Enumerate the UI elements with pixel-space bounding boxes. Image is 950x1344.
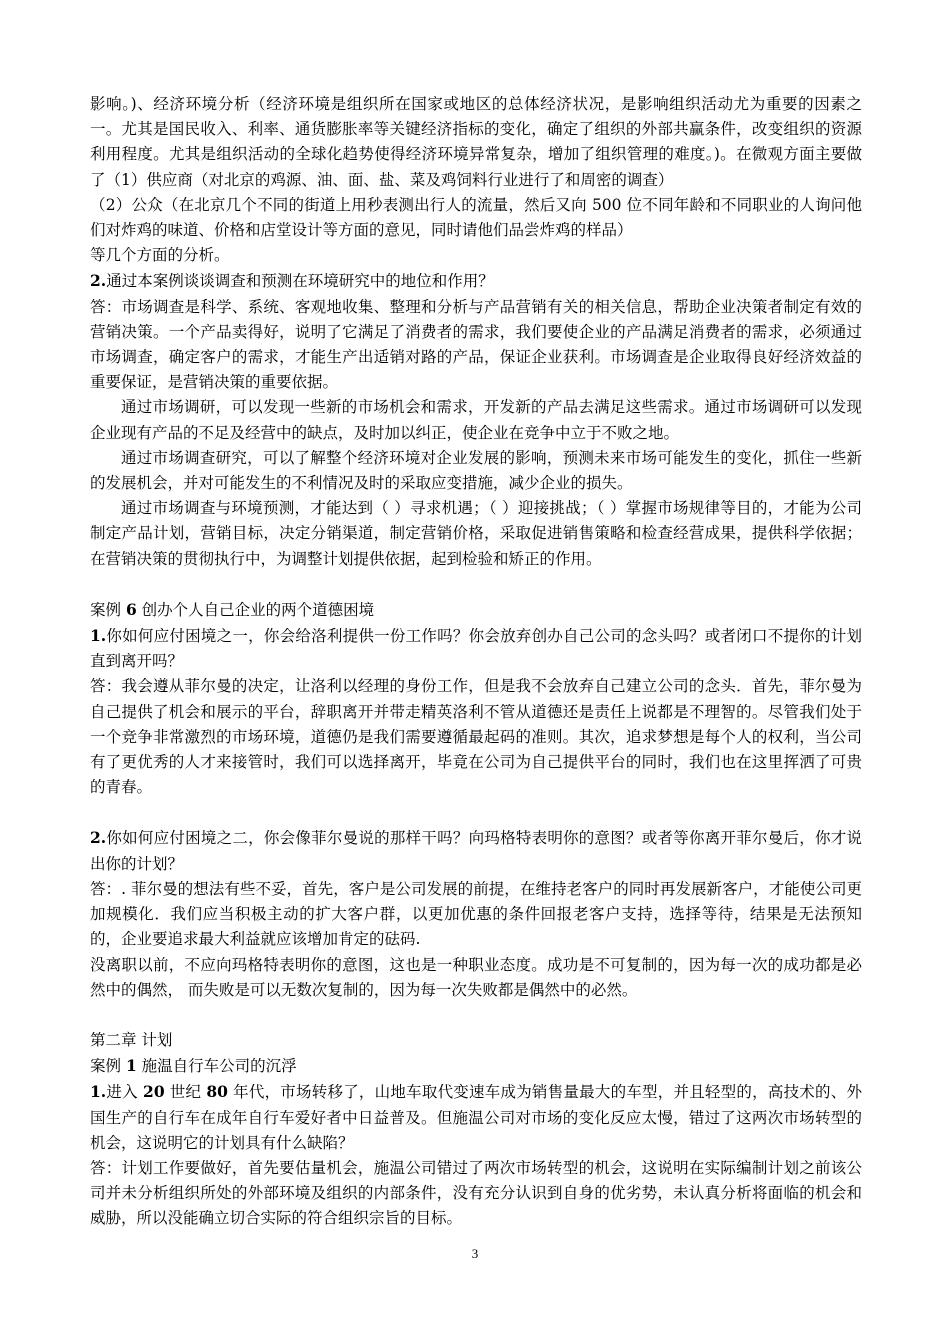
case-title: 创办个人自己企业的两个道德困境 (136, 600, 375, 619)
question-text: 世纪 (164, 1083, 207, 1102)
paragraph: 影响。)、经济环境分析（经济环境是组织所在国家或地区的总体经济状况，是影响组织活动尤为重要的因素之一。尤其是国民收入、利率、通货膨胀率等关键经济指标的变化，确定了组织的外部共赢条件，改变组织的资源利用程度。尤其是组织活动的全球化趋势使得经济环境异常复杂，增加了组织管理的难度。)。在微观方面主要做了（1）供应商（对北京的鸡源、油、面、盐、菜及鸡饲料行业进行了和周密的调查） (90, 95, 862, 189)
case-heading (90, 1053, 862, 1079)
answer-paragraph: 没离职以前，不应向玛格特表明你的意图，这也是一种职业态度。成功是不可复制的，因为每一次的成功都是必然中的偶然， 而失败是可以无数次复制的，因为每一次失败都是偶然中的必然。 (90, 955, 862, 999)
question-number: 2. (90, 828, 107, 848)
question (90, 1079, 862, 1156)
answer-paragraph: 通过市场调查研究，可以了解整个经济环境对企业发展的影响，预测未来市场可能发生的变化，抓住一些新的发展机会，并对可能发生的不利情况及时的采取应变措施，减少企业的损失。 (90, 448, 862, 493)
case-label: 案例 (90, 1057, 126, 1076)
case-title: 施温自行车公司的沉浮 (136, 1057, 297, 1076)
case-label: 案例 (90, 600, 126, 619)
question-text: 你如何应付困境之一，你会给洛利提供一份工作吗？你会放弃创办自己公司的念头吗？或者闭口不提你的计划直到离开吗？ (90, 627, 862, 671)
question-text-bold: 20 (143, 1082, 165, 1102)
spacer (90, 572, 862, 597)
answer-paragraph: 通过市场调查与环境预测，才能达到（ ）寻求机遇；（ ）迎接挑战；（ ）掌握市场规律等目的，才能为公司制定产品计划，营销目标，决定分销渠道，制定营销价格，采取促进销售策略和检查经营成果，提供科学依据；在营销决策的贯彻执行中，为调整计划提供依据，起到检验和矫正的作用。 (90, 499, 862, 568)
case-number: 1 (125, 1056, 137, 1076)
question-text: 你如何应付困境之二，你会像菲尔曼说的那样干吗？向玛格特表明你的意图？或者等你离开菲尔曼后，你才说出你的计划？ (90, 829, 862, 873)
question-text: 进入 (106, 1083, 144, 1102)
document-body (90, 92, 862, 1232)
paragraph: 等几个方面的分析。 (90, 246, 230, 265)
question (90, 623, 862, 674)
answer-paragraph: 答：我会遵从菲尔曼的决定，让洛利以经理的身份工作，但是我不会放弃自己建立公司的念头．首先，菲尔曼为自己提供了机会和展示的平台，辞职离开并带走精英洛利不管从道德还是责任上说都是不理智的。尽管我们处于一个竞争非常激烈的市场环境，道德仍是我们需要遵循最起码的准则。其次，追求梦想是每个人的权利，当公司有了更优秀的人才来接管时，我们可以选择离开，毕竟在公司为自己提供平台的同时，我们也在这里挥洒了可贵的青春。 (90, 677, 862, 797)
answer-paragraph: 答：. 菲尔曼的想法有些不妥，首先，客户是公司发展的前提，在维持老客户的同时再发展新客户，才能使公司更加规模化．我们应当积极主动的扩大客户群，以更加优惠的条件回报老客户支持，选择等待，结果是无法预知的，企业要追求最大利益就应该增加肯定的砝码. (90, 879, 862, 949)
spacer (90, 1003, 862, 1028)
question-number: 2. (90, 271, 107, 291)
answer-paragraph: 答：市场调查是科学、系统、客观地收集、整理和分析与产品营销有关的相关信息，帮助企业决策者制定有效的营销决策。一个产品卖得好，说明了它满足了消费者的需求，我们要使企业的产品满足消费者的需求，必须通过市场调查，确定客户的需求，才能生产出适销对路的产品，保证企业获利。市场调查是企业取得良好经济效益的重要保证，是营销决策的重要依据。 (90, 297, 862, 392)
case-heading (90, 597, 862, 623)
chapter-heading: 第二章 计划 (90, 1030, 173, 1049)
case-number: 6 (125, 599, 137, 619)
spacer (90, 800, 862, 825)
question-text: 通过本案例谈谈调查和预测在环境研究中的地位和作用？ (106, 272, 494, 291)
question (90, 825, 862, 876)
answer-paragraph: 通过市场调研，可以发现一些新的市场机会和需求，开发新的产品去满足这些需求。通过市场调研可以发现企业现有产品的不足及经营中的缺点，及时加以纠正，使企业在竞争中立于不败之地。 (90, 398, 862, 442)
question-text-bold: 80 (206, 1082, 228, 1102)
question-number: 1. (90, 1082, 107, 1102)
answer-paragraph: 答：计划工作要做好，首先要估量机会，施温公司错过了两次市场转型的机会，这说明在实际编制计划之前该公司并未分析组织所处的外部环境及组织的内部条件，没有充分认识到自身的优劣势，未认真分析将面临的机会和威胁，所以没能确立切合实际的符合组织宗旨的目标。 (90, 1158, 862, 1228)
question-number: 1. (90, 626, 107, 646)
page-number: 3 (471, 1246, 479, 1261)
question-text: 年代，市场转移了，山地车取代变速车成为销售量最大的车型，并且轻型的，高技术的、外国生产的自行车在成年自行车爱好者中日益普及。但施温公司对市场的变化反应太慢，错过了这两次市场转型的机会，这说明它的计划具有什么缺陷？ (90, 1083, 862, 1152)
question (90, 268, 862, 294)
paragraph: （2）公众（在北京几个不同的街道上用秒表测出行人的流量，然后又向 500 位不同年龄和不同职业的人询问他们对炸鸡的味道、价格和店堂设计等方面的意见，同时请他们品尝炸鸡的样品） (90, 195, 862, 240)
